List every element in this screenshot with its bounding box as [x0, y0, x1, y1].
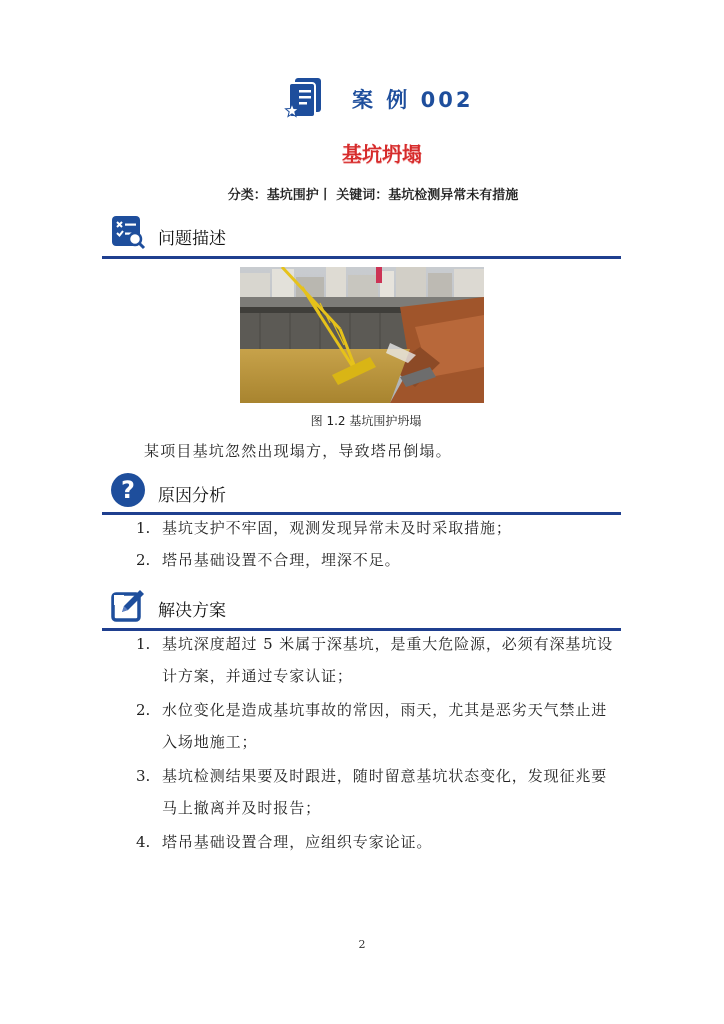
list-text: 基坑检测结果要及时跟进，随时留意基坑状态变化，发现征兆要马上撤离并及时报告；: [162, 767, 608, 817]
section-title-cause: 原因分析: [158, 486, 226, 506]
list-item: [136, 628, 622, 692]
list-item: [136, 544, 622, 576]
list-number: 2.: [136, 701, 151, 719]
list-text: 塔吊基础设置合理，应组织专家论证。: [162, 833, 433, 851]
question-mark-icon: [110, 472, 146, 508]
list-number: 2.: [136, 551, 151, 569]
list-text: 水位变化是造成基坑事故的常因，雨天，尤其是恶劣天气禁止进入场地施工；: [162, 701, 608, 751]
case-book-icon: [283, 76, 327, 120]
list-number: 1.: [136, 635, 151, 653]
list-number: 3.: [136, 767, 151, 785]
section-title-solution: 解决方案: [158, 601, 226, 621]
list-text: 基坑深度超过 5 米属于深基坑，是重大危险源，必须有深基坑设计方案，并通过专家认证；: [162, 635, 614, 685]
svg-text:?: ?: [121, 476, 135, 504]
list-item: [136, 512, 622, 544]
list-number: 4.: [136, 833, 151, 851]
section-title-problem: 问题描述: [158, 229, 226, 249]
list-text: 塔吊基础设置不合理，埋深不足。: [162, 551, 401, 569]
page-number: 2: [358, 938, 366, 951]
case-label: 案 例 002: [352, 88, 474, 112]
page-title: 基坑坍塌: [342, 142, 422, 166]
figure-caption: 图 1.2 基坑围护坍塌: [310, 414, 422, 428]
edit-pencil-icon: [110, 588, 146, 624]
collapse-photo: [240, 267, 484, 403]
list-text: 基坑支护不牢固，观测发现异常未及时采取措施；: [162, 519, 512, 537]
list-number: 1.: [136, 519, 151, 537]
list-item: [136, 694, 622, 758]
checklist-search-icon: [110, 214, 146, 250]
section-divider: [102, 256, 621, 259]
list-item: [136, 760, 622, 824]
list-item: [136, 826, 622, 858]
category-keywords: 分类：基坑围护丨 关键词：基坑检测异常未有措施: [227, 188, 519, 203]
problem-description: 某项目基坑忽然出现塌方，导致塔吊倒塌。: [144, 442, 452, 460]
